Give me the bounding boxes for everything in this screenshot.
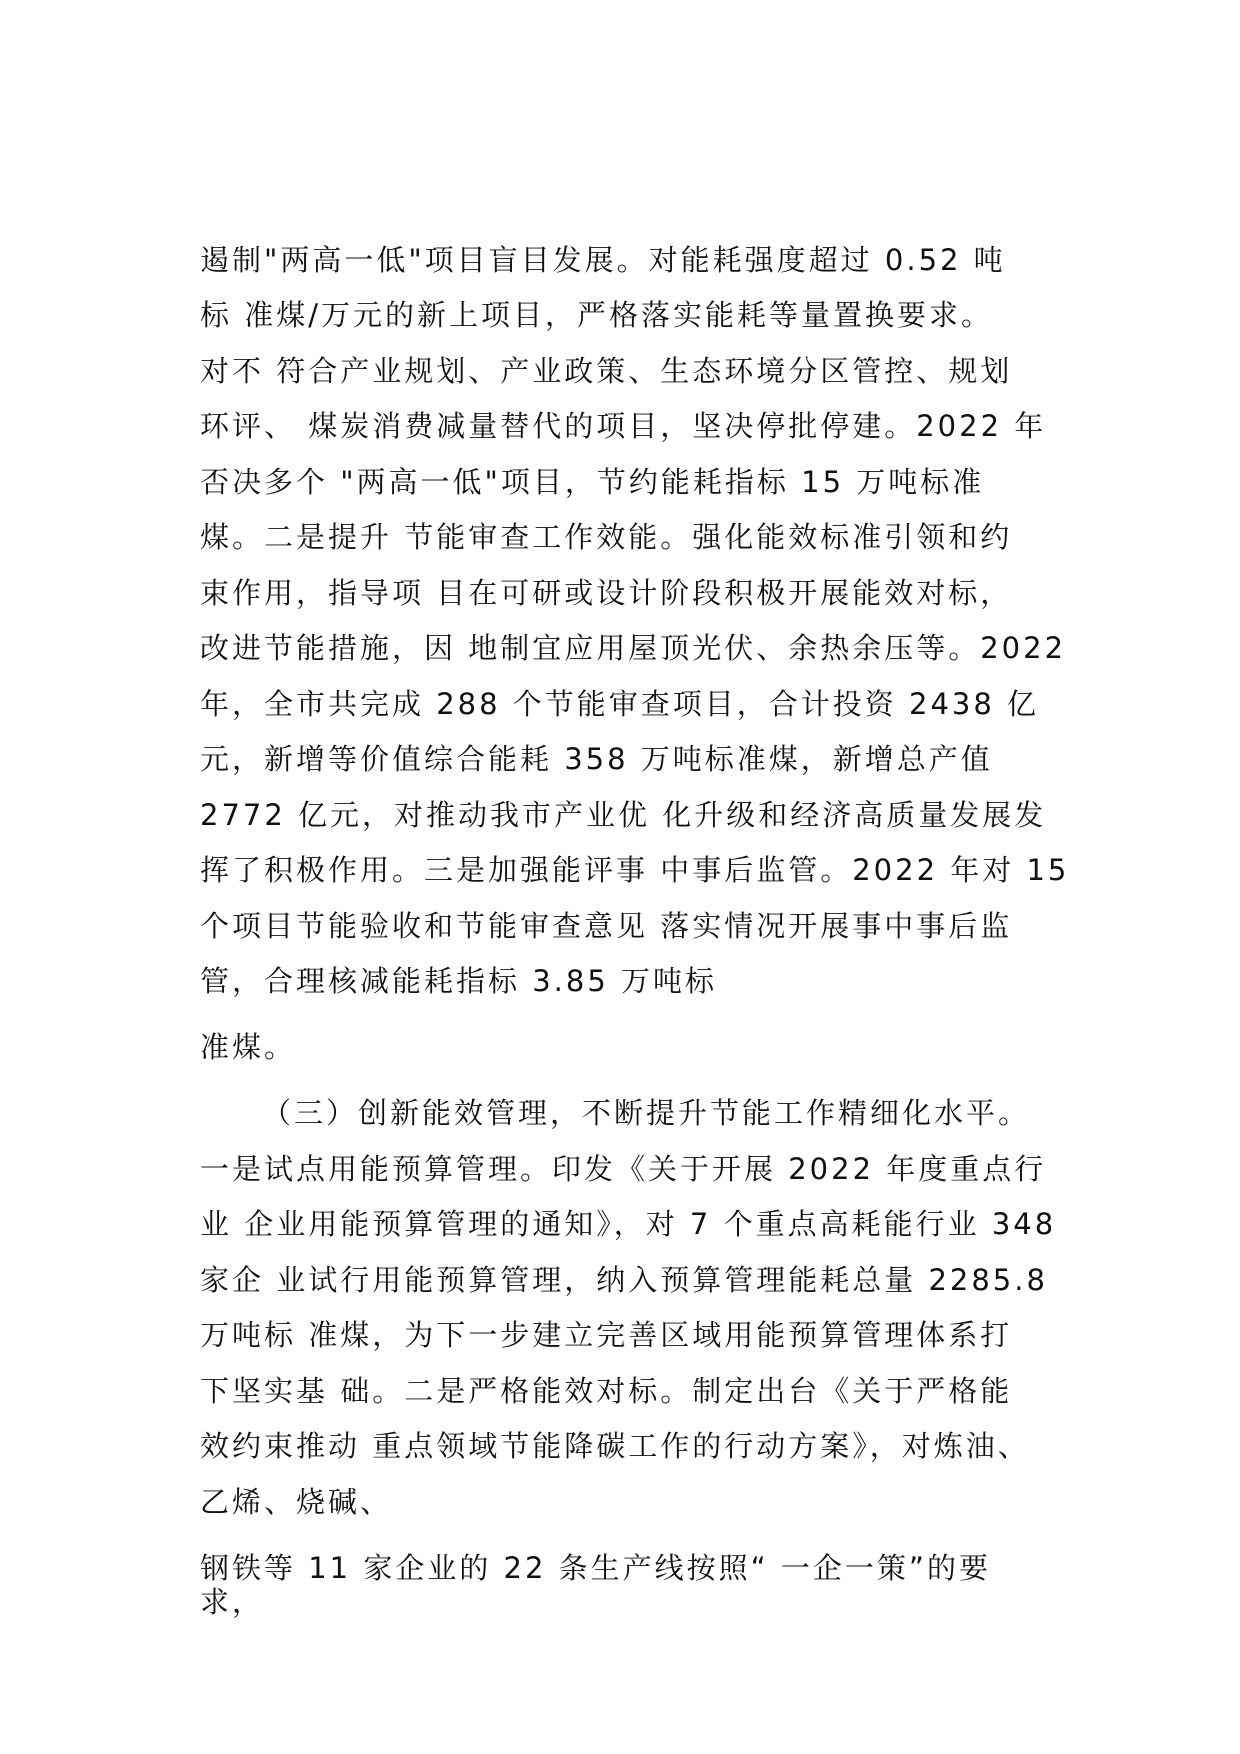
paragraph-line: 元，新增等价值综合能耗 358 万吨标准煤，新增总产值 [200, 742, 993, 776]
paragraph-line: 环评、 煤炭消费减量替代的项目，坚决停批停建。2022 年 [200, 409, 1047, 443]
paragraph-line: 遏制"两高一低"项目盲目发展。对能耗强度超过 0.52 吨 [200, 243, 1006, 277]
paragraph-line: 求， [200, 1585, 265, 1619]
paragraph-line: 标 准煤/万元的新上项目，严格落实能耗等量置换要求。 [200, 298, 993, 332]
paragraph-line: 束作用，指导项 目在可研或设计阶段积极开展能效对标， [200, 576, 1013, 610]
paragraph-line: 业 企业用能预算管理的通知》，对 7 个重点高耗能行业 348 [200, 1207, 1057, 1241]
paragraph-line: 年，全市共完成 288 个节能审查项目，合计投资 2438 亿 [200, 687, 1040, 721]
paragraph-line: 乙烯、烧碱、 [200, 1485, 393, 1519]
paragraph-line: 挥了积极作用。三是加强能评事 中事后监管。2022 年对 15 [200, 853, 1070, 887]
paragraph-line: 万吨标 准煤，为下一步建立完善区域用能预算管理体系打 [200, 1318, 1013, 1352]
paragraph-line: 否决多个 "两高一低"项目，节约能耗指标 15 万吨标准 [200, 465, 985, 499]
paragraph-line: 家企 业试行用能预算管理，纳入预算管理能耗总量 2285.8 [200, 1263, 1048, 1297]
paragraph-line: 个项目节能验收和节能审查意见 落实情况开展事中事后监 [200, 909, 1013, 943]
section-heading-line: （三）创新能效管理，不断提升节能工作精细化水平。 [262, 1096, 1031, 1130]
paragraph-line: 效约束推动 重点领域节能降碳工作的行动方案》，对炼油、 [200, 1429, 1030, 1463]
paragraph-line: 对不 符合产业规划、产业政策、生态环境分区管控、规划 [200, 354, 1013, 388]
paragraph-line: 下坚实基 础。二是严格能效对标。制定出台《关于严格能 [200, 1374, 1013, 1408]
paragraph-line: 一是试点用能预算管理。印发《关于开展 2022 年度重点行 [200, 1152, 1047, 1186]
paragraph-line: 管，合理核减能耗指标 3.85 万吨标 [200, 964, 718, 998]
paragraph-line: 准煤。 [200, 1030, 297, 1064]
paragraph-line: 2772 亿元，对推动我市产业优 化升级和经济高质量发展发 [200, 798, 1047, 832]
paragraph-line: 改进节能措施，因 地制宜应用屋顶光伏、余热余压等。2022 [200, 631, 1067, 665]
paragraph-line: 钢铁等 11 家企业的 22 条生产线按照“ 一企一策”的要 [200, 1551, 991, 1585]
paragraph-line: 煤。二是提升 节能审查工作效能。强化能效标准引领和约 [200, 520, 1013, 554]
